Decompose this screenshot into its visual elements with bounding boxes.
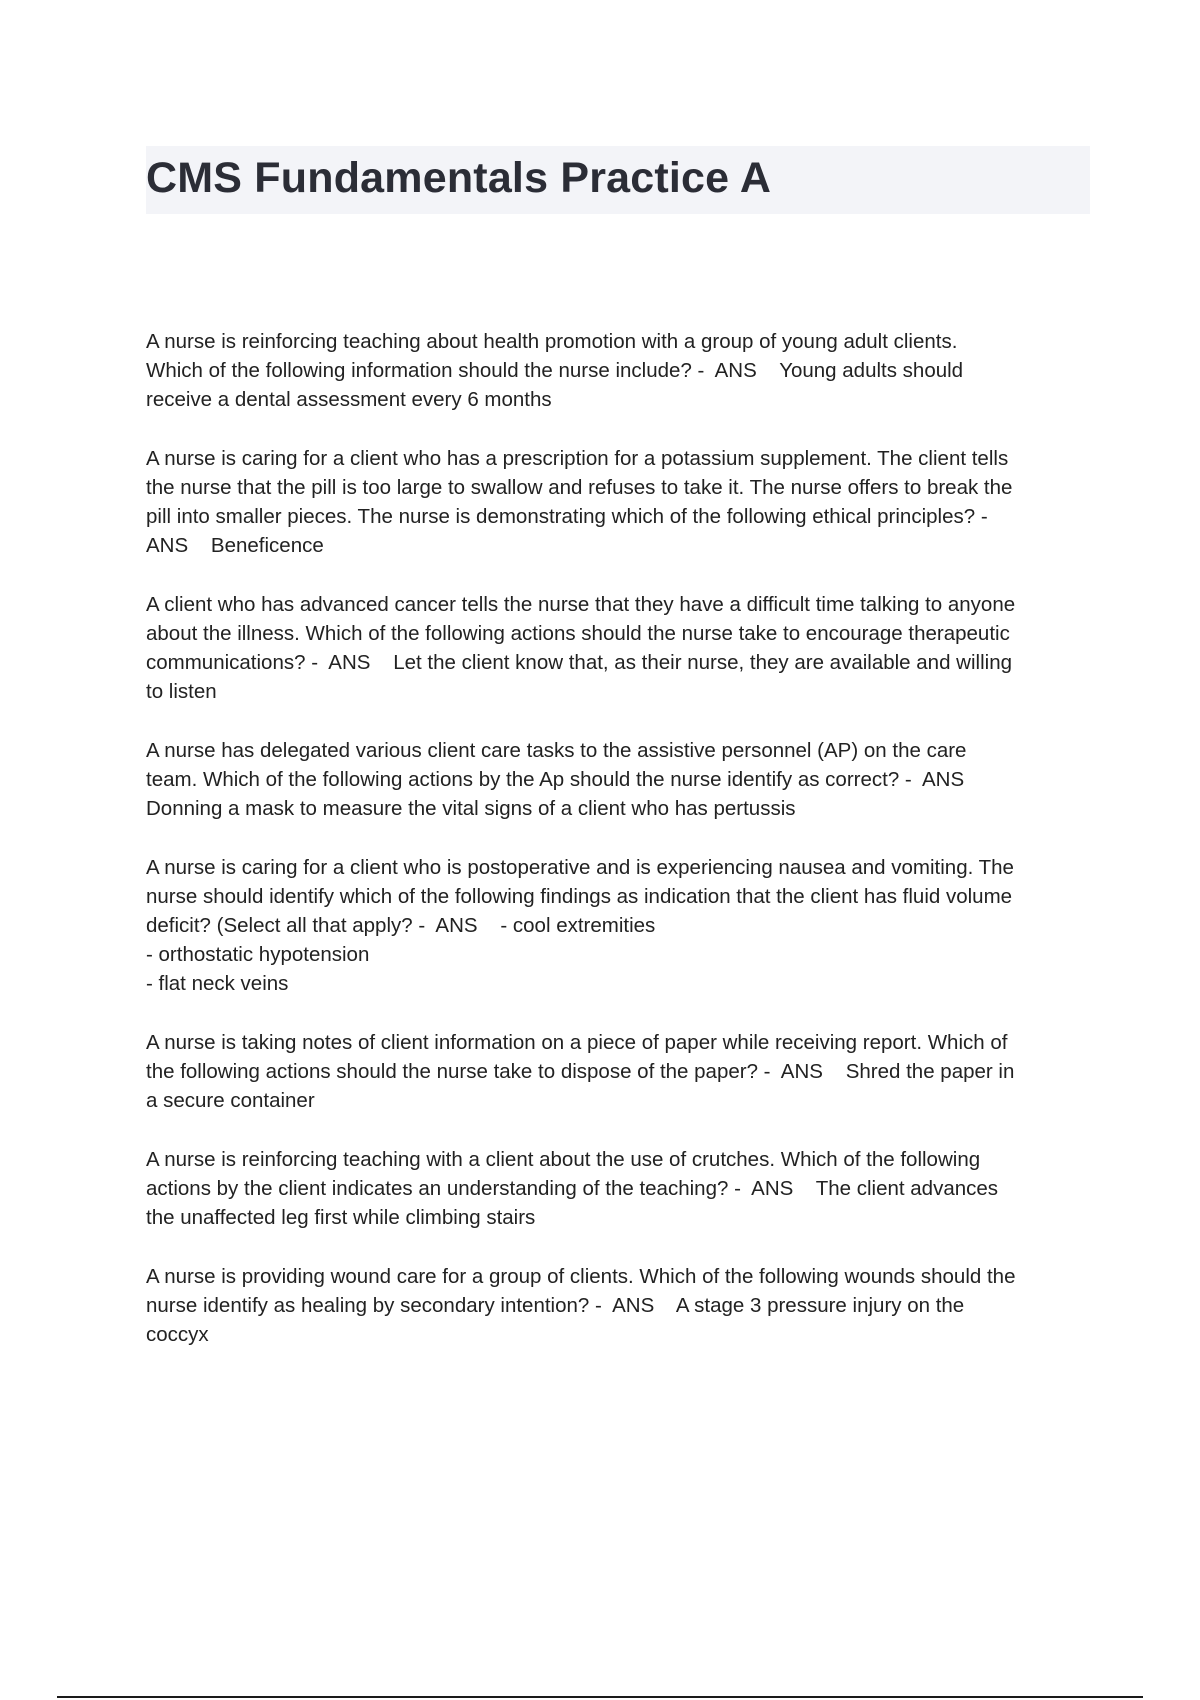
question-item: A nurse is providing wound care for a group of clients. Which of the following wounds should the nurse identify as healing by secondary intention? - ANS A stage 3 pressure injury on the coccyx [146, 1265, 1016, 1346]
question-item: A nurse has delegated various client care tasks to the assistive personnel (AP) on the care team. Which of the following actions by the Ap should the nurse identify as correct? - ANS Donning a mask to measure the vital signs of a client who has pertussis [146, 739, 967, 820]
question-item: A nurse is reinforcing teaching with a client about the use of crutches. Which of the following actions by the client indicates an understanding of the teaching? - ANS The client advances the unaffected leg first while climbing stairs [146, 1148, 999, 1229]
question-item: A nurse is taking notes of client information on a piece of paper while receiving report. Which of the following actions should the nurse take to dispose of the paper? - ANS Shred the paper in a secure container [146, 1031, 1015, 1112]
question-item: A nurse is caring for a client who is postoperative and is experiencing nausea and vomiting. The nurse should identify which of the following findings as indication that the client has fluid volume deficit? (Select all that apply? - ANS - cool extremities - orthostatic hypotension - flat neck veins [146, 856, 1014, 995]
title-band [146, 146, 1090, 214]
question-item: A client who has advanced cancer tells the nurse that they have a difficult time talking to anyone about the illness. Which of the following actions should the nurse take to encourage therapeutic communications? - ANS Let the client know that, as their nurse, they are available and willing to listen [146, 593, 1016, 703]
footer-divider [57, 1696, 1143, 1698]
question-item: A nurse is reinforcing teaching about health promotion with a group of young adult clients. Which of the following information should the nurse include? - ANS Young adults should receive a dental assessment every 6 months [146, 330, 964, 411]
page-title: CMS Fundamentals Practice A [146, 153, 772, 202]
question-item: A nurse is caring for a client who has a prescription for a potassium supplement. The client tells the nurse that the pill is too large to swallow and refuses to take it. The nurse offers to break the pill into smaller pieces. The nurse is demonstrating which of the following ethical principles? - ANS Beneficence [146, 447, 1013, 557]
question-list [146, 327, 1090, 1379]
